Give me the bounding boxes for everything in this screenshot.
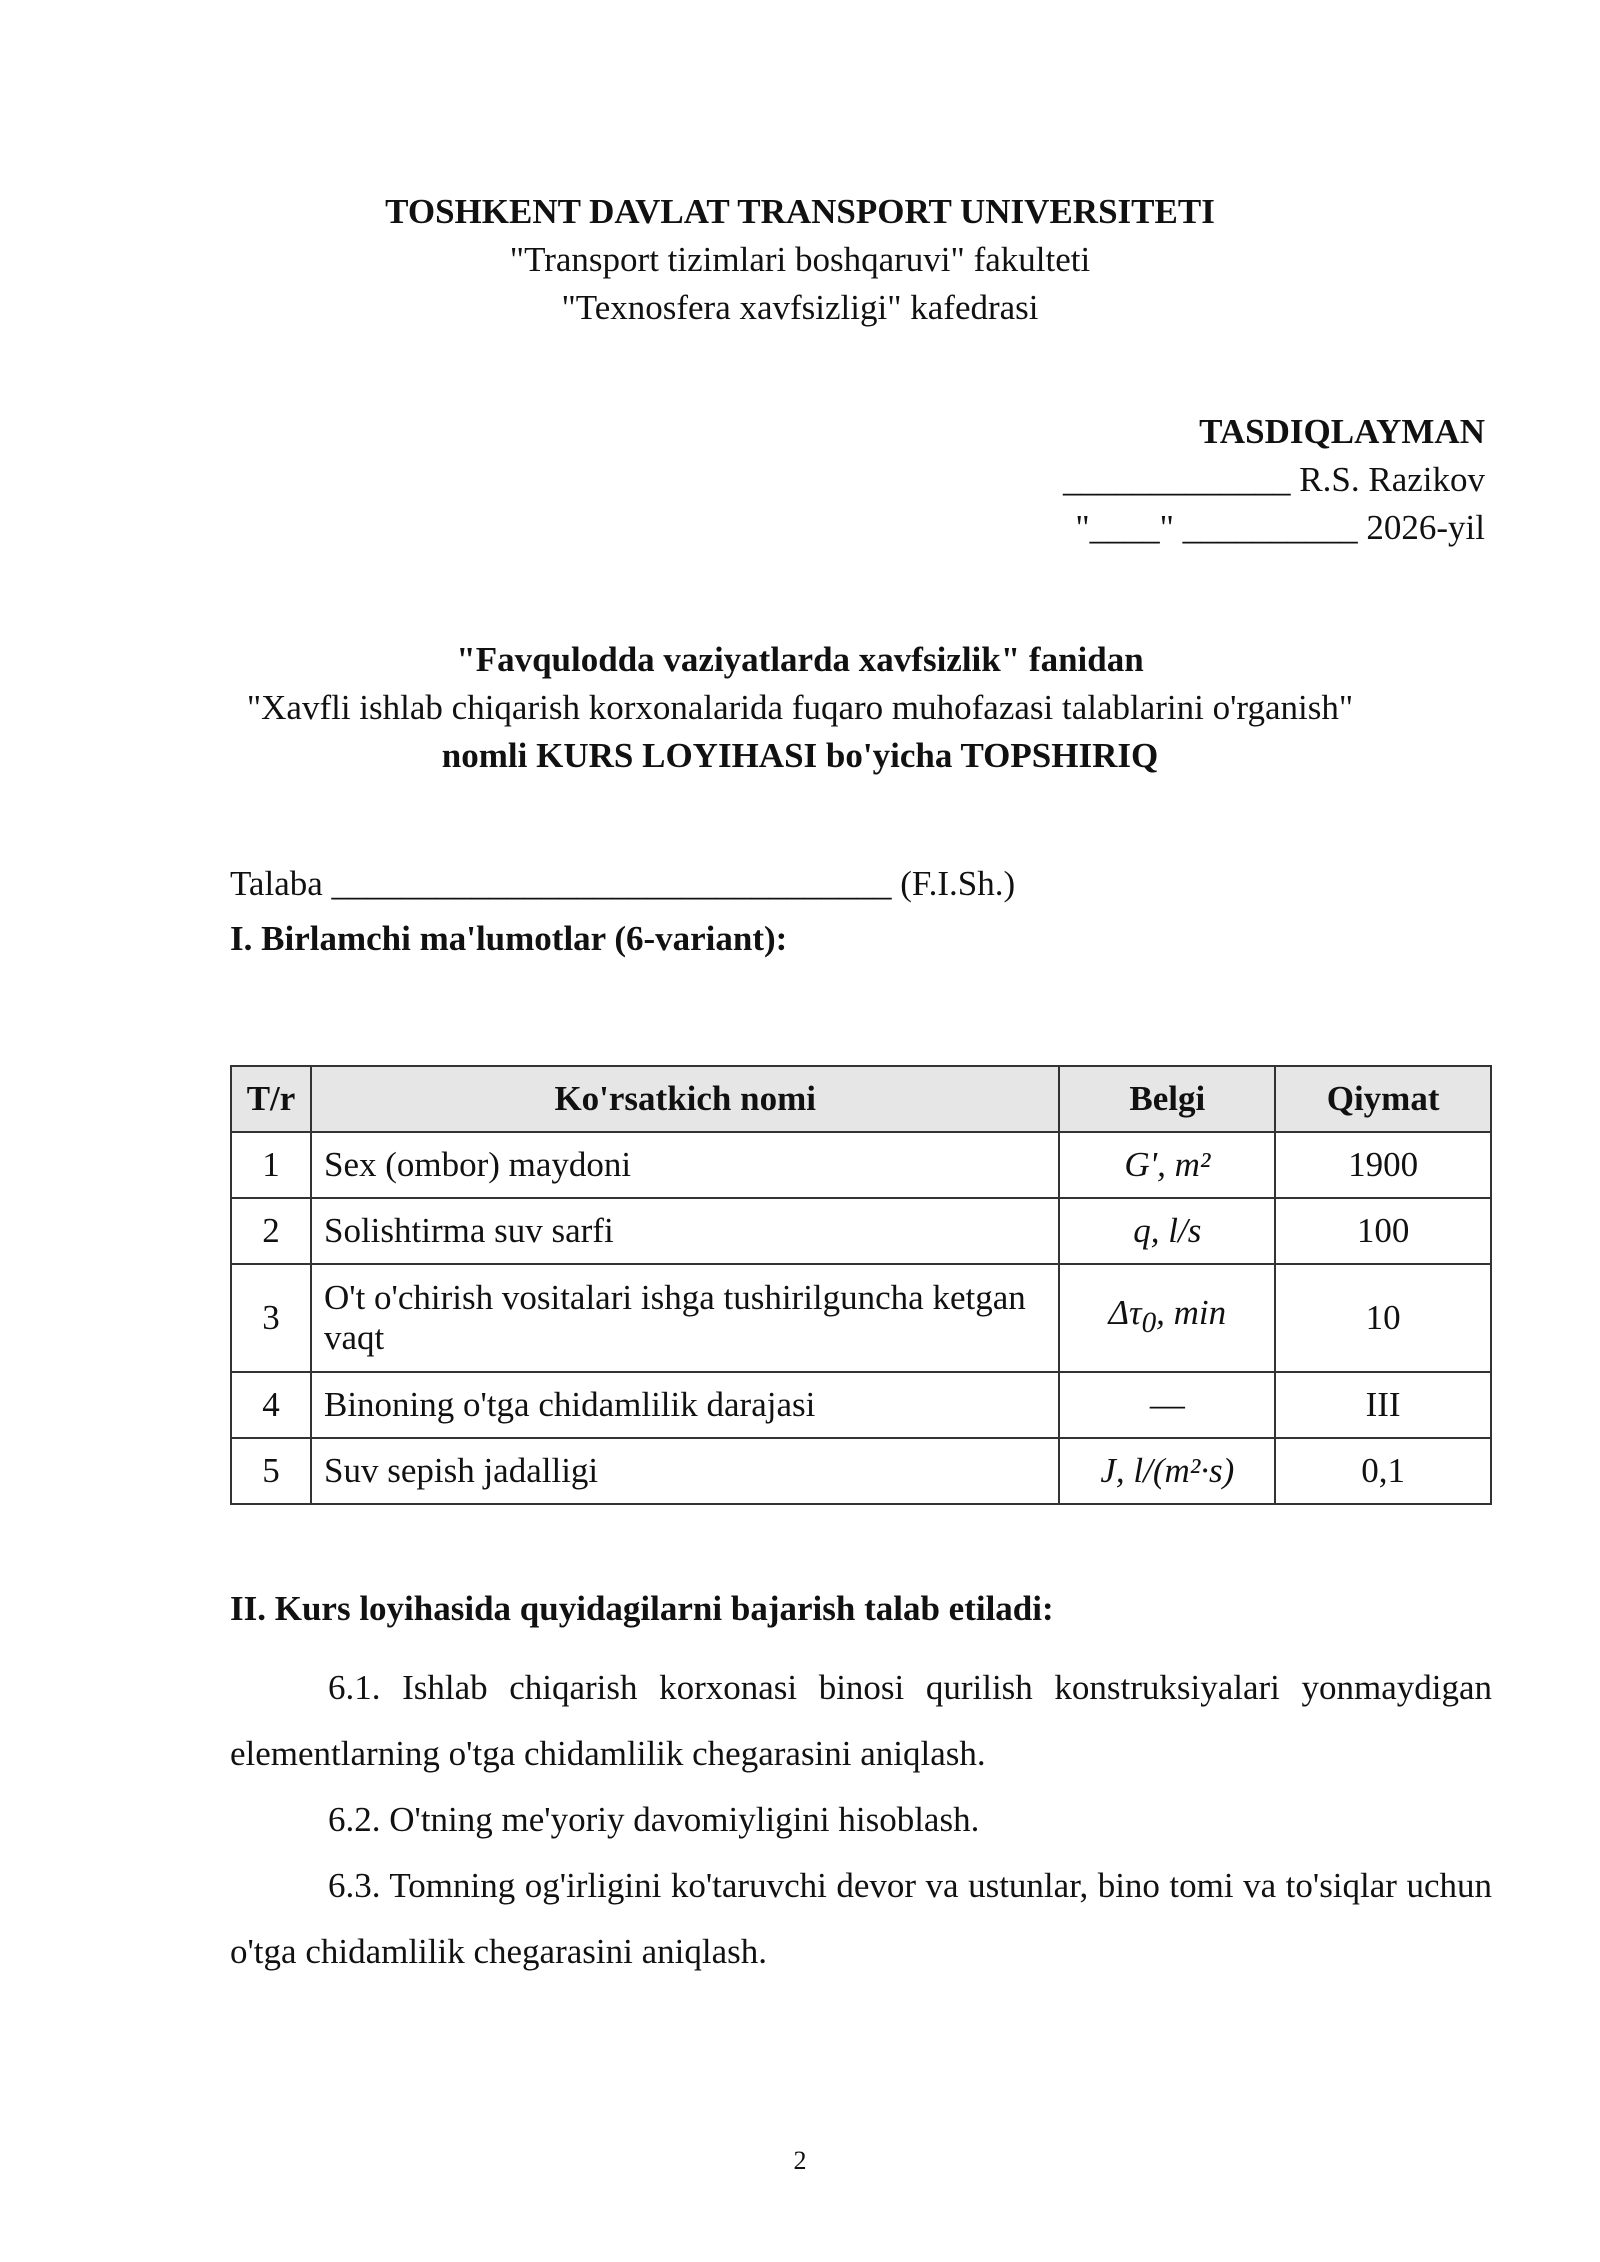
symbol-base: Δτ [1108,1293,1142,1332]
row-name: Solishtirma suv sarfi [311,1198,1059,1264]
student-label: Talaba [230,864,323,903]
row-number: 3 [231,1264,311,1372]
row-number: 4 [231,1372,311,1438]
task-list [230,1655,1492,1985]
table-row [231,1198,1491,1264]
approval-title: TASDIQLAYMAN [1199,412,1485,451]
row-symbol: — [1059,1372,1275,1438]
row-value: 10 [1275,1264,1491,1372]
table-row [231,1372,1491,1438]
table-row [231,1132,1491,1198]
student-name-blank: ________________________________ [331,864,892,903]
course-title-block [0,636,1600,780]
row-name: Sex (ombor) maydoni [311,1132,1059,1198]
row-value: 100 [1275,1198,1491,1264]
row-value: III [1275,1372,1491,1438]
row-symbol: J, l/(m²·s) [1059,1438,1275,1504]
row-value: 1900 [1275,1132,1491,1198]
approval-date: "____" __________ 2026-yil [1075,508,1485,547]
course-subject: "Favqulodda vaziyatlarda xavfsizlik" fanidan [456,640,1144,679]
student-suffix: (F.I.Sh.) [900,864,1016,903]
department-name: "Texnosfera xavfsizligi" kafedrasi [561,288,1039,327]
approval-block [1063,408,1485,552]
section-2-title: II. Kurs loyihasida quyidagilarni bajarish talab etiladi: [230,1589,1054,1628]
column-header-name: Ko'rsatkich nomi [311,1066,1059,1132]
row-name: O't o'chirish vositalari ishga tushirilguncha ketgan vaqt [311,1264,1059,1372]
table-row [231,1264,1491,1372]
page-number: 2 [793,2146,807,2175]
approval-signature: _____________ R.S. Razikov [1063,460,1485,499]
task-item: 6.1. Ishlab chiqarish korxonasi binosi qurilish konstruksiyalari yonmaydigan elementlarning o'tga chidamlilik chegarasini aniqlash. [230,1668,1492,1773]
row-name: Binoning o'tga chidamlilik darajasi [311,1372,1059,1438]
course-task-title: nomli KURS LOYIHASI bo'yicha TOPSHIRIQ [441,736,1159,775]
university-name: TOSHKENT DAVLAT TRANSPORT UNIVERSITETI [385,192,1215,231]
initial-data-table [230,1065,1492,1505]
document-header [0,188,1600,332]
task-item: 6.2. O'tning me'yoriy davomiyligini hisoblash. [328,1800,980,1839]
row-symbol: q, l/s [1059,1198,1275,1264]
row-number: 2 [231,1198,311,1264]
column-header-number: T/r [231,1066,311,1132]
row-symbol: G', m² [1059,1132,1275,1198]
table-row [231,1438,1491,1504]
symbol-subscript: 0 [1141,1307,1157,1339]
row-number: 5 [231,1438,311,1504]
task-item: 6.3. Tomning og'irligini ko'taruvchi devor va ustunlar, bino tomi va to'siqlar uchun o'tga chidamlilik chegarasini aniqlash. [230,1866,1492,1971]
column-header-symbol: Belgi [1059,1066,1275,1132]
course-topic: "Xavfli ishlab chiqarish korxonalarida fuqaro muhofazasi talablarini o'rganish" [246,688,1354,727]
section-1-title: I. Birlamchi ma'lumotlar (6-variant): [230,919,788,958]
row-value: 0,1 [1275,1438,1491,1504]
row-name: Suv sepish jadalligi [311,1438,1059,1504]
row-symbol [1059,1264,1275,1372]
faculty-name: "Transport tizimlari boshqaruvi" fakulteti [509,240,1091,279]
column-header-value: Qiymat [1275,1066,1491,1132]
symbol-unit: , min [1156,1293,1227,1332]
table-header-row [231,1066,1491,1132]
row-number: 1 [231,1132,311,1198]
student-line [230,860,1015,908]
